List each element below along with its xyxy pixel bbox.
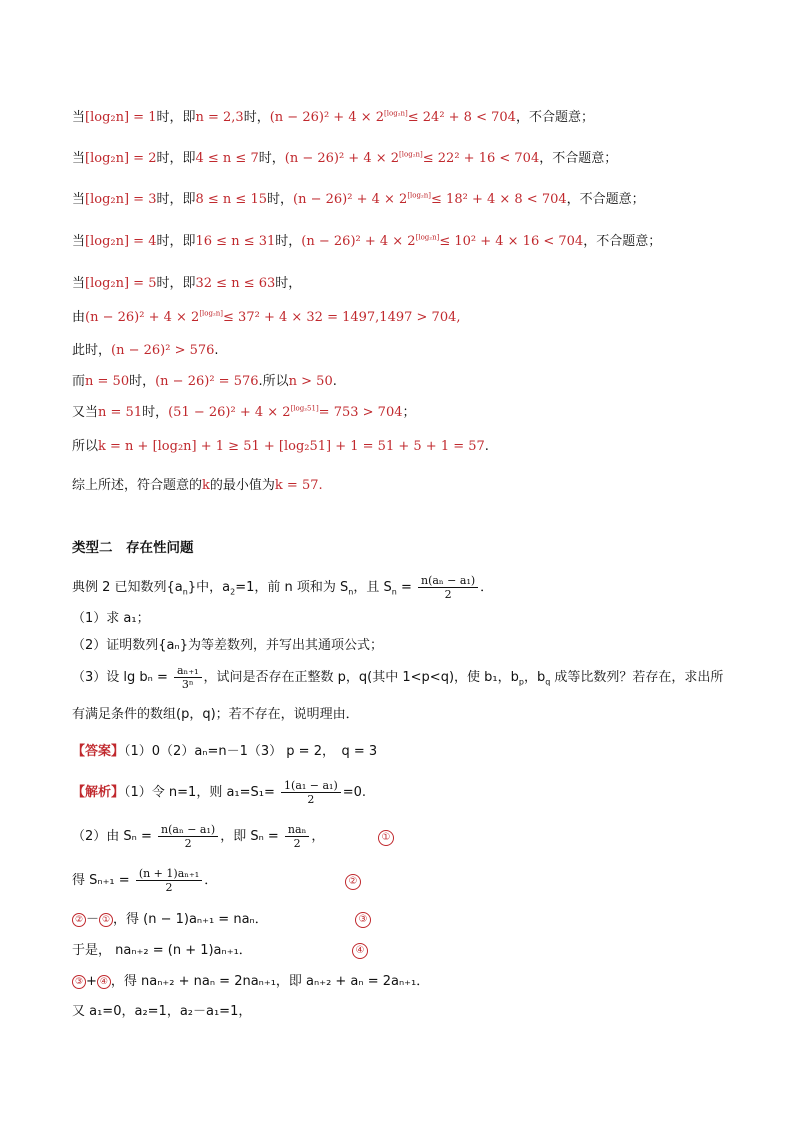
line-you bbox=[72, 308, 461, 328]
you2-text-1: 又当 bbox=[72, 405, 99, 420]
case-line-3 bbox=[72, 190, 645, 210]
case-line-5 bbox=[72, 274, 301, 294]
ref-marker-4: ④ bbox=[97, 975, 111, 989]
analysis-text-2: =0. bbox=[342, 785, 367, 800]
zong-math-1: k bbox=[202, 478, 210, 493]
q3-text-2: ，试问是否存在正整数 p，q(其中 1<p<q)，使 b₁，b bbox=[203, 670, 519, 685]
case-ineq-right: ≤ 18² + 4 × 8 < 704 bbox=[431, 192, 567, 207]
zong-math-2: k = 57. bbox=[274, 478, 323, 493]
case-ineq-left: (n − 26)² + 4 × 2 bbox=[269, 110, 385, 125]
line-you2 bbox=[72, 403, 416, 423]
ref-marker-3: ③ bbox=[72, 975, 86, 989]
fraction-numerator: aₙ₊₁ bbox=[174, 664, 202, 678]
case-tail: 时， bbox=[275, 276, 302, 291]
line-er bbox=[72, 372, 337, 392]
section-heading: 类型二 存在性问题 bbox=[72, 540, 194, 556]
er-text-3: .所以 bbox=[258, 374, 289, 389]
q3-sub-p: p bbox=[518, 677, 524, 687]
q3-sub-q: q bbox=[545, 677, 551, 687]
er-text-2: 时， bbox=[129, 374, 156, 389]
er-math-2: (n − 26)² = 576 bbox=[155, 374, 259, 389]
step-7-line: 又 a₁=0，a₂=1，a₂－a₁=1， bbox=[72, 1004, 252, 1019]
example-sub-2: 2 bbox=[230, 587, 236, 597]
case-prefix: 当 bbox=[72, 192, 86, 207]
step2-text-1: （2）由 Sₙ = bbox=[72, 829, 152, 844]
step3-fraction bbox=[136, 867, 202, 894]
suoyi-math: k = n + [log₂n] + 1 ≥ 51 + [log₂51] + 1 = 51 + 5 + 1 = 57 bbox=[98, 439, 485, 454]
suoyi-text-1: 所以 bbox=[72, 439, 99, 454]
case-tail: ，不合题意； bbox=[566, 192, 645, 207]
step2-text-2: ，即 Sₙ = bbox=[220, 829, 279, 844]
suoyi-text-2: . bbox=[484, 439, 489, 454]
case-mid: 时，即 bbox=[156, 192, 196, 207]
question-3-cont: 有满足条件的数组(p，q)；若不存在，说明理由． bbox=[72, 707, 359, 722]
fraction-numerator: (n + 1)aₙ₊₁ bbox=[136, 867, 202, 881]
case-exponent: [log₂n] bbox=[384, 109, 408, 118]
er-text-4: . bbox=[332, 374, 337, 389]
you2-text-3: ； bbox=[402, 405, 416, 420]
you-left: (n − 26)² + 4 × 2 bbox=[85, 310, 200, 325]
question-2: （2）证明数列{aₙ}为等差数列，并写出其通项公式； bbox=[72, 638, 383, 653]
case-condition: [log₂n] = 3 bbox=[85, 192, 157, 207]
step4-minus: － bbox=[86, 912, 100, 927]
cishi-math: (n − 26)² > 576 bbox=[111, 343, 215, 358]
ref-marker-2: ② bbox=[72, 913, 86, 927]
case-ineq-right: ≤ 10² + 4 × 16 < 704 bbox=[439, 234, 584, 249]
example-statement bbox=[72, 574, 493, 601]
answer-text: （1）0（2）aₙ=n－1（3） p = 2， q = 3 bbox=[124, 744, 378, 759]
you-right: ≤ 37² + 4 × 32 = 1497,1497 > 704, bbox=[223, 310, 461, 325]
case-range: n = 2,3 bbox=[195, 110, 244, 125]
case-condition: [log₂n] = 4 bbox=[85, 234, 157, 249]
example-sub-4: n bbox=[391, 587, 397, 597]
case-tail: ，不合题意； bbox=[539, 151, 618, 166]
answer-line bbox=[72, 742, 377, 762]
fraction-numerator: n(aₙ − a₁) bbox=[418, 574, 478, 588]
fraction-denominator: 3ⁿ bbox=[181, 678, 194, 691]
fraction-denominator: 2 bbox=[307, 793, 315, 806]
ref-marker-1: ① bbox=[99, 913, 113, 927]
cishi-prefix: 此时， bbox=[72, 343, 112, 358]
q3-text-4: 成等比数列？若存在，求出所 bbox=[550, 670, 724, 685]
case-ineq-right: ≤ 22² + 16 < 704 bbox=[422, 151, 540, 166]
cishi-tail: . bbox=[214, 343, 219, 358]
case-range: 16 ≤ n ≤ 31 bbox=[195, 234, 276, 249]
case-mid2: 时， bbox=[258, 151, 285, 166]
fraction-denominator: 2 bbox=[444, 588, 452, 601]
step6-text: ，得 naₙ₊₂ + naₙ = 2naₙ₊₁，即 aₙ₊₂ + aₙ = 2aₙ₊₁． bbox=[110, 974, 430, 989]
example-text-4: ，且 S bbox=[353, 580, 392, 595]
you2-math-1: n = 51 bbox=[98, 405, 143, 420]
you2-math-2: (51 − 26)² + 4 × 2 bbox=[168, 405, 291, 420]
case-condition: [log₂n] = 5 bbox=[85, 276, 157, 291]
you-exponent: [log₂n] bbox=[199, 309, 224, 318]
step2-fraction-1 bbox=[158, 823, 218, 850]
zong-text-2: 的最小值为 bbox=[209, 478, 275, 493]
line-zong bbox=[72, 476, 323, 496]
case-exponent: [log₂n] bbox=[415, 233, 440, 242]
zong-text-1: 综上所述，符合题意的 bbox=[72, 478, 203, 493]
question-3 bbox=[72, 664, 723, 691]
step4-text: ，得 (n − 1)aₙ₊₁ = naₙ． bbox=[113, 912, 268, 927]
case-condition: [log₂n] = 1 bbox=[85, 110, 157, 125]
er-text-1: 而 bbox=[72, 374, 86, 389]
case-mid2: 时， bbox=[267, 192, 294, 207]
case-mid: 时，即 bbox=[156, 151, 196, 166]
example-end: ． bbox=[480, 580, 494, 595]
step3-text-2: ． bbox=[204, 873, 218, 888]
case-line-4 bbox=[72, 232, 661, 252]
case-exponent: [log₂n] bbox=[399, 150, 423, 159]
case-condition: [log₂n] = 2 bbox=[85, 151, 157, 166]
equation-marker-2: ② bbox=[345, 874, 361, 890]
line-cishi bbox=[72, 341, 219, 361]
step-2-line bbox=[72, 822, 324, 852]
case-line-2 bbox=[72, 149, 617, 169]
step2-fraction-2 bbox=[285, 823, 309, 850]
example-sub-1: n bbox=[182, 587, 188, 597]
you2-text-2: 时， bbox=[142, 405, 169, 420]
question-1: （1）求 a₁； bbox=[72, 611, 150, 626]
fraction-numerator: 1(a₁ − a₁) bbox=[281, 779, 341, 793]
q3-fraction bbox=[174, 664, 202, 691]
example-sub-3: n bbox=[348, 587, 354, 597]
analysis-text-1: （1）令 n=1，则 a₁=S₁= bbox=[124, 785, 275, 800]
analysis-label: 【解析】 bbox=[72, 785, 125, 800]
equation-marker-3: ③ bbox=[355, 912, 371, 928]
step2-text-3: ， bbox=[311, 829, 325, 844]
fraction-numerator: n(aₙ − a₁) bbox=[158, 823, 218, 837]
step-4-line bbox=[72, 910, 268, 930]
case-ineq-left: (n − 26)² + 4 × 2 bbox=[293, 192, 408, 207]
analysis-fraction bbox=[281, 779, 341, 806]
case-exponent: [log₂n] bbox=[407, 191, 432, 200]
case-range: 4 ≤ n ≤ 7 bbox=[195, 151, 259, 166]
you2-exponent: [log₂51] bbox=[290, 404, 319, 413]
equation-marker-4: ④ bbox=[352, 943, 368, 959]
case-ineq-left: (n − 26)² + 4 × 2 bbox=[284, 151, 400, 166]
fraction-denominator: 2 bbox=[184, 837, 192, 850]
case-mid: 时，即 bbox=[156, 110, 196, 125]
case-prefix: 当 bbox=[72, 234, 86, 249]
analysis-line bbox=[72, 779, 366, 806]
answer-label: 【答案】 bbox=[72, 744, 125, 759]
case-mid: 时，即 bbox=[156, 234, 196, 249]
you-prefix: 由 bbox=[72, 310, 86, 325]
case-mid2: 时， bbox=[275, 234, 302, 249]
case-prefix: 当 bbox=[72, 276, 86, 291]
q3-text-3: ，b bbox=[523, 670, 546, 685]
case-mid: 时，即 bbox=[156, 276, 196, 291]
case-tail: ，不合题意； bbox=[515, 110, 594, 125]
step-5-line: 于是， naₙ₊₂ = (n + 1)aₙ₊₁． bbox=[72, 943, 252, 958]
step3-text-1: 得 Sₙ₊₁ = bbox=[72, 873, 130, 888]
example-text-2: }中，a bbox=[187, 580, 231, 595]
step-6-line bbox=[72, 972, 429, 992]
er-math-1: n = 50 bbox=[85, 374, 130, 389]
case-ineq-left: (n − 26)² + 4 × 2 bbox=[301, 234, 416, 249]
case-prefix: 当 bbox=[72, 151, 86, 166]
step-3-line bbox=[72, 866, 217, 896]
case-range: 32 ≤ n ≤ 63 bbox=[195, 276, 276, 291]
q3-text-1: （3）设 lg bₙ = bbox=[72, 670, 168, 685]
case-prefix: 当 bbox=[72, 110, 86, 125]
case-range: 8 ≤ n ≤ 15 bbox=[195, 192, 267, 207]
step6-plus: + bbox=[86, 974, 97, 989]
fraction-denominator: 2 bbox=[293, 837, 301, 850]
example-text-1: 典例 2 已知数列{a bbox=[72, 580, 183, 595]
er-math-3: n > 50 bbox=[288, 374, 333, 389]
example-fraction bbox=[418, 574, 478, 601]
case-tail: ，不合题意； bbox=[583, 234, 662, 249]
example-text-5: = bbox=[396, 580, 412, 595]
case-line-1 bbox=[72, 108, 594, 128]
case-mid2: 时， bbox=[243, 110, 270, 125]
equation-marker-1: ① bbox=[378, 830, 394, 846]
you2-math-3: = 753 > 704 bbox=[318, 405, 403, 420]
line-suoyi bbox=[72, 437, 489, 457]
fraction-numerator: naₙ bbox=[285, 823, 309, 837]
case-ineq-right: ≤ 24² + 8 < 704 bbox=[407, 110, 516, 125]
example-text-3: =1，前 n 项和为 S bbox=[235, 580, 349, 595]
fraction-denominator: 2 bbox=[165, 881, 173, 894]
